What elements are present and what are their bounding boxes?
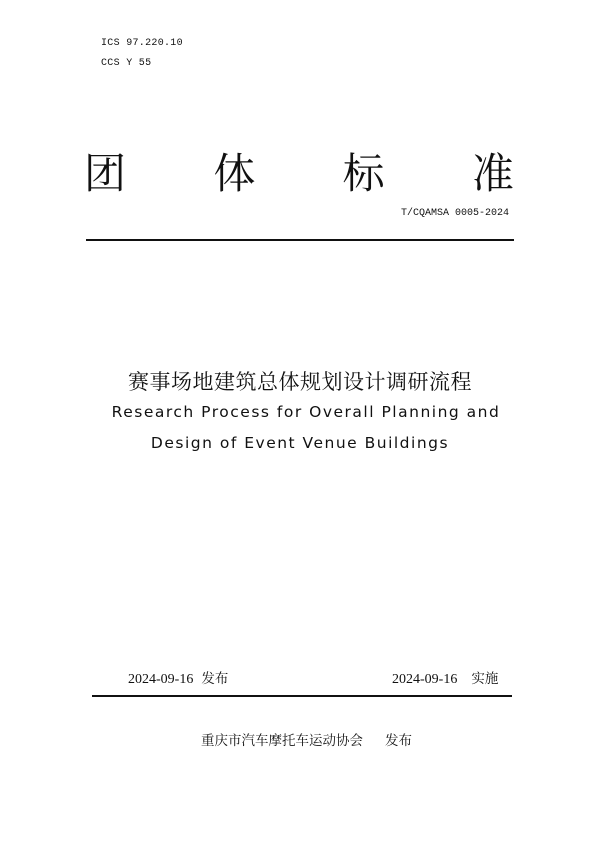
publisher-name: 重庆市汽车摩托车运动协会 [201, 733, 363, 749]
top-divider [86, 239, 514, 241]
standard-code: T/CQAMSA 0005-2024 [400, 208, 509, 219]
standard-type-char: 团 [84, 149, 127, 198]
standard-type-char: 准 [471, 149, 514, 198]
standard-type-char: 体 [213, 149, 256, 198]
ics-code: ICS 97.220.10 [101, 38, 183, 49]
publish-date: 2024-09-16 [128, 672, 194, 687]
publish-date-block [128, 667, 228, 688]
implement-date-block [392, 667, 498, 688]
publish-label: 发布 [201, 671, 229, 687]
implement-label: 实施 [471, 671, 499, 687]
publisher-line [201, 729, 412, 749]
title-chinese: 赛事场地建筑总体规划设计调研流程 [128, 370, 472, 394]
bottom-divider [92, 695, 512, 697]
standard-type-heading [84, 146, 514, 202]
publisher-action: 发布 [385, 733, 412, 749]
implement-date: 2024-09-16 [392, 672, 458, 687]
title-english-line-1: Research Process for Overall Planning and [111, 403, 501, 421]
standard-type-char: 标 [342, 149, 385, 198]
title-english-line-2: Design of Event Venue Buildings [150, 434, 450, 452]
ccs-code: CCS Y 55 [101, 58, 152, 69]
